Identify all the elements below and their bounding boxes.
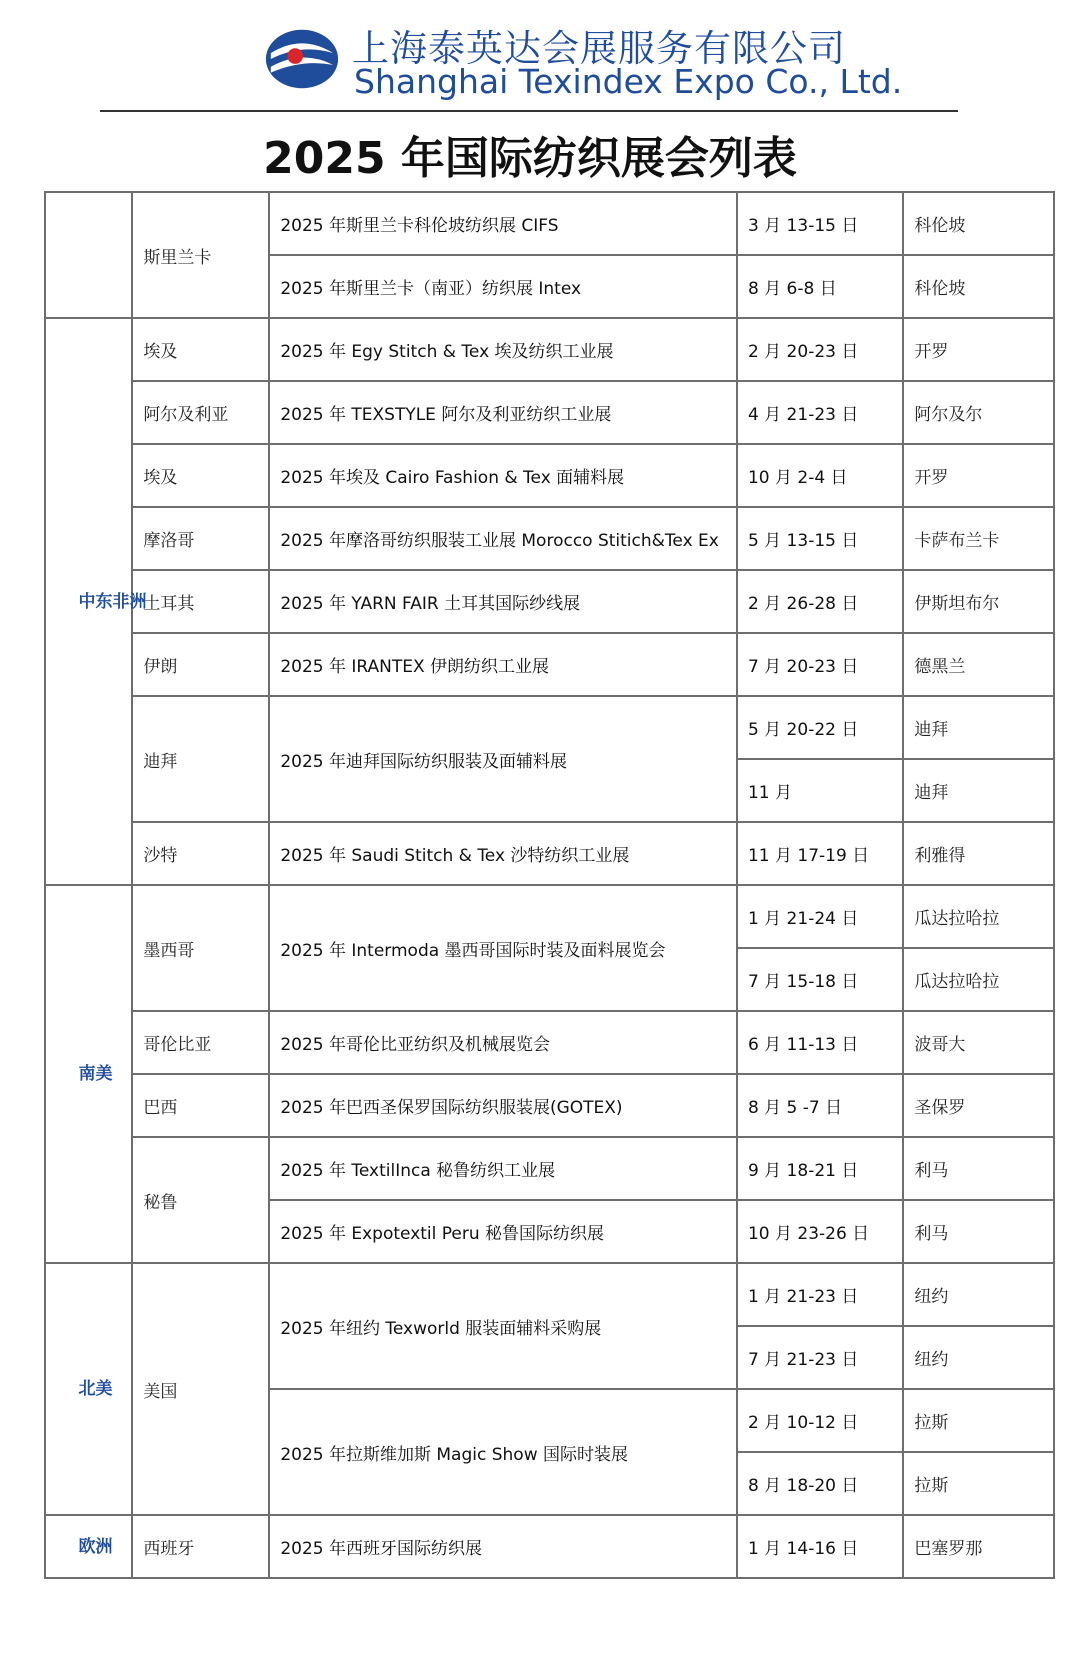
date-cell: 7 月 20-23 日 [737, 633, 903, 696]
expo-table [44, 191, 1055, 1579]
table-row [45, 318, 1054, 381]
table-row [45, 381, 1054, 444]
company-name-en: Shanghai Texindex Expo Co., Ltd. [354, 62, 903, 101]
date-cell: 11 月 [737, 759, 903, 822]
country-cell: 秘鲁 [132, 1137, 269, 1263]
date-cell: 4 月 21-23 日 [737, 381, 903, 444]
table-row [45, 570, 1054, 633]
expo-name-cell: 2025 年 TextilInca 秘鲁纺织工业展 [269, 1137, 737, 1200]
city-cell: 纽约 [903, 1263, 1054, 1326]
date-cell: 11 月 17-19 日 [737, 822, 903, 885]
city-cell: 卡萨布兰卡 [903, 507, 1054, 570]
expo-name-cell: 2025 年斯里兰卡（南亚）纺织展 Intex [269, 255, 737, 318]
city-cell: 科伦坡 [903, 255, 1054, 318]
expo-name-cell: 2025 年摩洛哥纺织服装工业展 Morocco Stitich&Tex Ex [269, 507, 737, 570]
region-cell-mideast-africa [45, 318, 147, 885]
city-cell: 开罗 [903, 318, 1054, 381]
table-row [45, 444, 1054, 507]
country-cell: 埃及 [132, 318, 269, 381]
date-cell: 2 月 26-28 日 [737, 570, 903, 633]
date-cell: 7 月 21-23 日 [737, 1326, 903, 1389]
city-cell: 瓜达拉哈拉 [903, 948, 1054, 1011]
expo-name-cell: 2025 年 YARN FAIR 土耳其国际纱线展 [269, 570, 737, 633]
table-row [45, 507, 1054, 570]
region-label: 中东非洲 [78, 591, 147, 612]
expo-name-cell: 2025 年 TEXSTYLE 阿尔及利亚纺织工业展 [269, 381, 737, 444]
city-cell: 德黑兰 [903, 633, 1054, 696]
city-cell: 波哥大 [903, 1011, 1054, 1074]
date-cell: 3 月 13-15 日 [737, 192, 903, 255]
country-cell: 迪拜 [132, 696, 269, 822]
date-cell: 10 月 23-26 日 [737, 1200, 903, 1263]
expo-name-cell: 2025 年 Expotextil Peru 秘鲁国际纺织展 [269, 1200, 737, 1263]
region-cell-blank [45, 192, 132, 318]
table-row [45, 1011, 1054, 1074]
expo-name-cell: 2025 年 Egy Stitch & Tex 埃及纺织工业展 [269, 318, 737, 381]
country-cell: 沙特 [132, 822, 269, 885]
company-name-cn: 上海泰英达会展服务有限公司 [352, 27, 846, 70]
country-cell: 伊朗 [132, 633, 269, 696]
country-cell: 巴西 [132, 1074, 269, 1137]
date-cell: 10 月 2-4 日 [737, 444, 903, 507]
city-cell: 利雅得 [903, 822, 1054, 885]
expo-name-cell: 2025 年拉斯维加斯 Magic Show 国际时装展 [269, 1389, 737, 1515]
region-label: 北美 [78, 1379, 113, 1399]
table-row [45, 885, 1054, 948]
city-cell: 利马 [903, 1200, 1054, 1263]
city-cell: 利马 [903, 1137, 1054, 1200]
table-row [45, 822, 1054, 885]
table-row [45, 696, 1054, 759]
country-cell: 摩洛哥 [132, 507, 269, 570]
date-cell: 7 月 15-18 日 [737, 948, 903, 1011]
header-divider [100, 110, 958, 112]
region-label: 欧洲 [78, 1536, 113, 1557]
city-cell: 迪拜 [903, 696, 1054, 759]
company-header [0, 0, 1080, 110]
country-cell: 阿尔及利亚 [132, 381, 269, 444]
country-cell: 墨西哥 [132, 885, 269, 1011]
region-cell-north-america [45, 1263, 132, 1515]
city-cell: 伊斯坦布尔 [903, 570, 1054, 633]
country-cell: 美国 [132, 1263, 269, 1515]
city-cell: 科伦坡 [903, 192, 1054, 255]
table-row [45, 1137, 1054, 1200]
table-row [45, 633, 1054, 696]
expo-name-cell: 2025 年巴西圣保罗国际纺织服装展(GOTEX) [269, 1074, 737, 1137]
city-cell: 拉斯 [903, 1389, 1054, 1452]
region-cell-europe [45, 1515, 132, 1578]
country-cell: 斯里兰卡 [132, 192, 269, 318]
date-cell: 9 月 18-21 日 [737, 1137, 903, 1200]
date-cell: 8 月 18-20 日 [737, 1452, 903, 1515]
country-cell: 埃及 [132, 444, 269, 507]
expo-name-cell: 2025 年 Intermoda 墨西哥国际时装及面料展览会 [269, 885, 737, 1011]
expo-name-cell: 2025 年哥伦比亚纺织及机械展览会 [269, 1011, 737, 1074]
page-title: 2025 年国际纺织展会列表 [263, 133, 797, 184]
table-row [45, 192, 1054, 255]
date-cell: 5 月 13-15 日 [737, 507, 903, 570]
city-cell: 圣保罗 [903, 1074, 1054, 1137]
date-cell: 2 月 10-12 日 [737, 1389, 903, 1452]
date-cell: 5 月 20-22 日 [737, 696, 903, 759]
table-row [45, 1263, 1054, 1326]
expo-name-cell: 2025 年斯里兰卡科伦坡纺织展 CIFS [269, 192, 737, 255]
date-cell: 1 月 14-16 日 [737, 1515, 903, 1578]
country-cell: 哥伦比亚 [132, 1011, 269, 1074]
date-cell: 2 月 20-23 日 [737, 318, 903, 381]
expo-name-cell: 2025 年纽约 Texworld 服装面辅料采购展 [269, 1263, 737, 1389]
region-cell-south-america [45, 885, 132, 1263]
date-cell: 1 月 21-24 日 [737, 885, 903, 948]
city-cell: 瓜达拉哈拉 [903, 885, 1054, 948]
date-cell: 8 月 6-8 日 [737, 255, 903, 318]
city-cell: 开罗 [903, 444, 1054, 507]
table-row [45, 1515, 1054, 1578]
city-cell: 巴塞罗那 [903, 1515, 1054, 1578]
expo-name-cell: 2025 年迪拜国际纺织服装及面辅料展 [269, 696, 737, 822]
date-cell: 1 月 21-23 日 [737, 1263, 903, 1326]
city-cell: 阿尔及尔 [903, 381, 1054, 444]
region-label: 南美 [78, 1064, 113, 1084]
date-cell: 8 月 5 -7 日 [737, 1074, 903, 1137]
expo-name-cell: 2025 年 Saudi Stitch & Tex 沙特纺织工业展 [269, 822, 737, 885]
expo-name-cell: 2025 年西班牙国际纺织展 [269, 1515, 737, 1578]
table-row [45, 1074, 1054, 1137]
city-cell: 迪拜 [903, 759, 1054, 822]
country-cell: 西班牙 [132, 1515, 269, 1578]
texindex-logo-icon [263, 20, 341, 98]
expo-name-cell: 2025 年 IRANTEX 伊朗纺织工业展 [269, 633, 737, 696]
date-cell: 6 月 11-13 日 [737, 1011, 903, 1074]
country-cell: 土耳其 [132, 570, 269, 633]
city-cell: 纽约 [903, 1326, 1054, 1389]
city-cell: 拉斯 [903, 1452, 1054, 1515]
expo-name-cell: 2025 年埃及 Cairo Fashion & Tex 面辅料展 [269, 444, 737, 507]
